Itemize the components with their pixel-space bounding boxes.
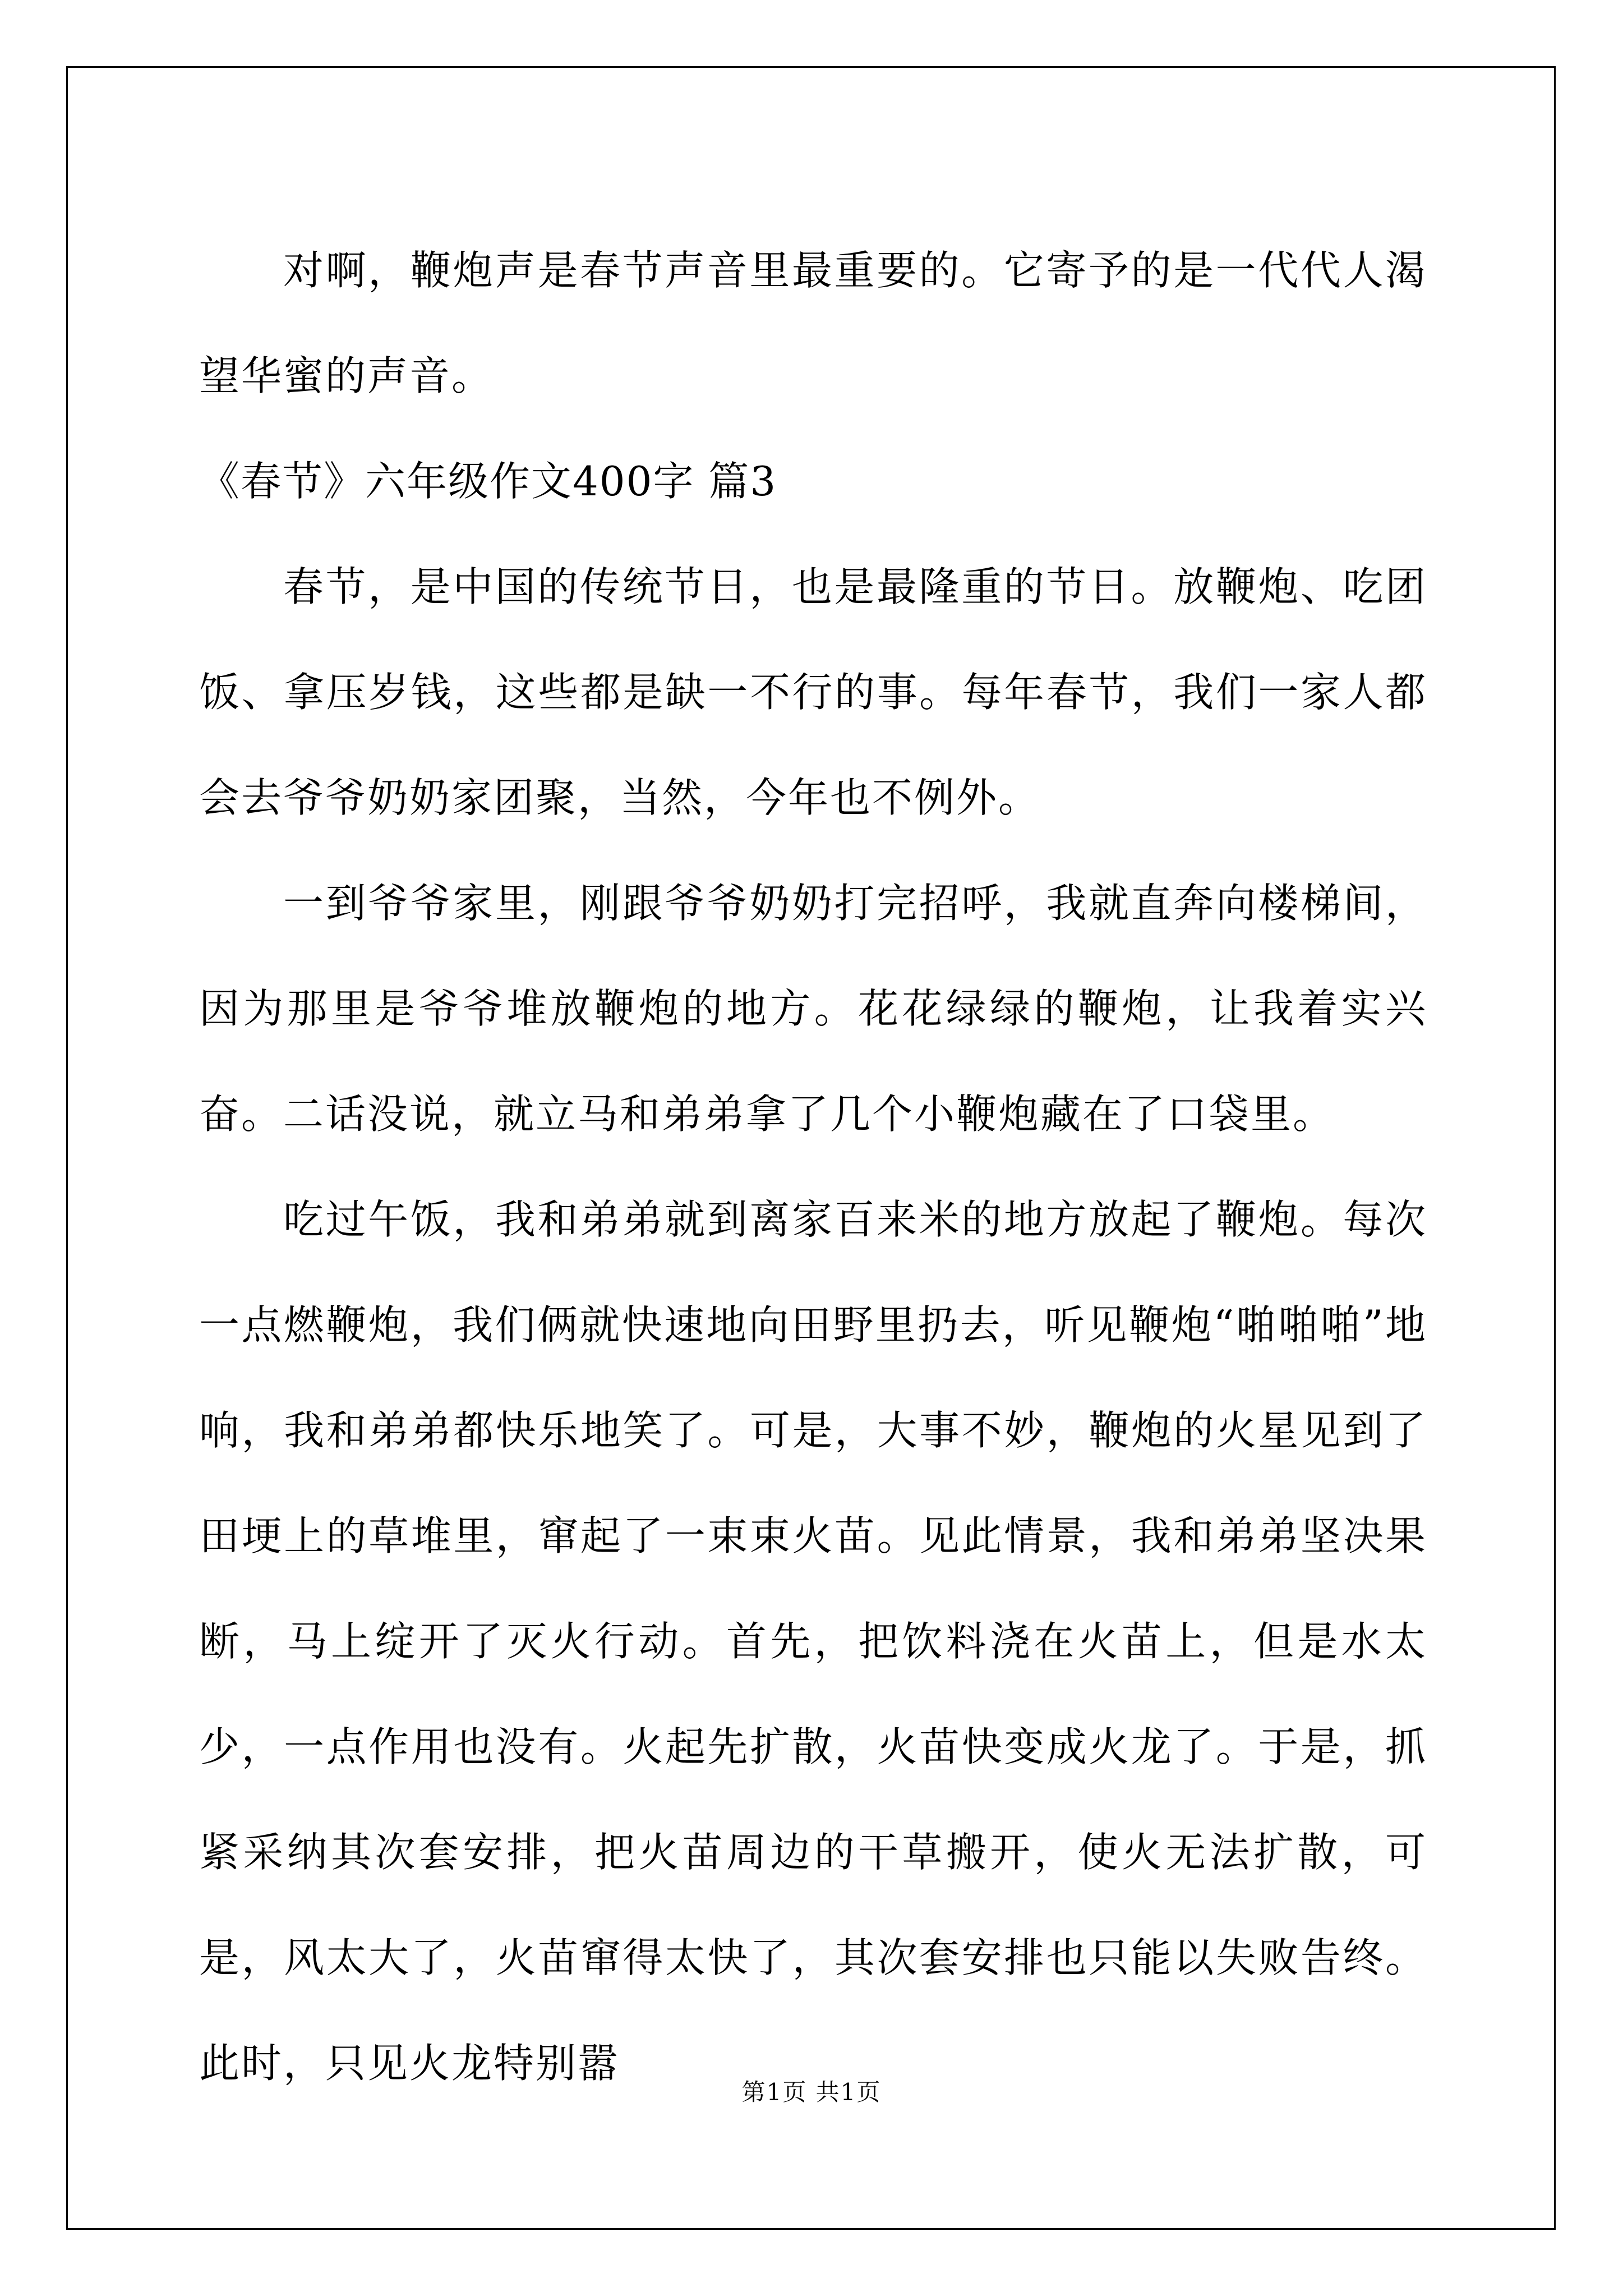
document-body: [199, 218, 1427, 2116]
paragraph: 吃过午饭，我和弟弟就到离家百来米的地方放起了鞭炮。每次一点燃鞭炮，我们俩就快速地向田野里扔去，听见鞭炮“啪啪啪”地响，我和弟弟都快乐地笑了。可是，大事不妙，鞭炮的火星见到了田埂上的草堆里，窜起了一束束火苗。见此情景，我和弟弟坚决果断，马上绽开了灭火行动。首先，把饮料浇在火苗上，但是水太少，一点作用也没有。火起先扩散，火苗快变成火龙了。于是，抓紧采纳其次套安排，把火苗周边的干草搬开，使火无法扩散，可是，风太大了，火苗窜得太快了，其次套安排也只能以失败告终。此时，只见火龙特别嚣: [199, 1196, 1427, 2087]
page-footer: [0, 2076, 1623, 2109]
paragraph: 对啊，鞭炮声是春节声音里最重要的。它寄予的是一代代人渴望华蜜的声音。: [199, 247, 1427, 399]
page-number: 第1页 共1页: [741, 2078, 882, 2106]
paragraph: 春节，是中国的传统节日，也是最隆重的节日。放鞭炮、吃团饭、拿压岁钱，这些都是缺一不行的事。每年春节，我们一家人都会去爷爷奶奶家团聚，当然，今年也不例外。: [199, 563, 1427, 821]
section-heading: 《春节》六年级作文400字 篇3: [199, 458, 777, 505]
paragraph: 一到爷爷家里，刚跟爷爷奶奶打完招呼，我就直奔向楼梯间，因为那里是爷爷堆放鞭炮的地方。花花绿绿的鞭炮，让我着实兴奋。二话没说，就立马和弟弟拿了几个小鞭炮藏在了口袋里。: [199, 880, 1427, 1138]
